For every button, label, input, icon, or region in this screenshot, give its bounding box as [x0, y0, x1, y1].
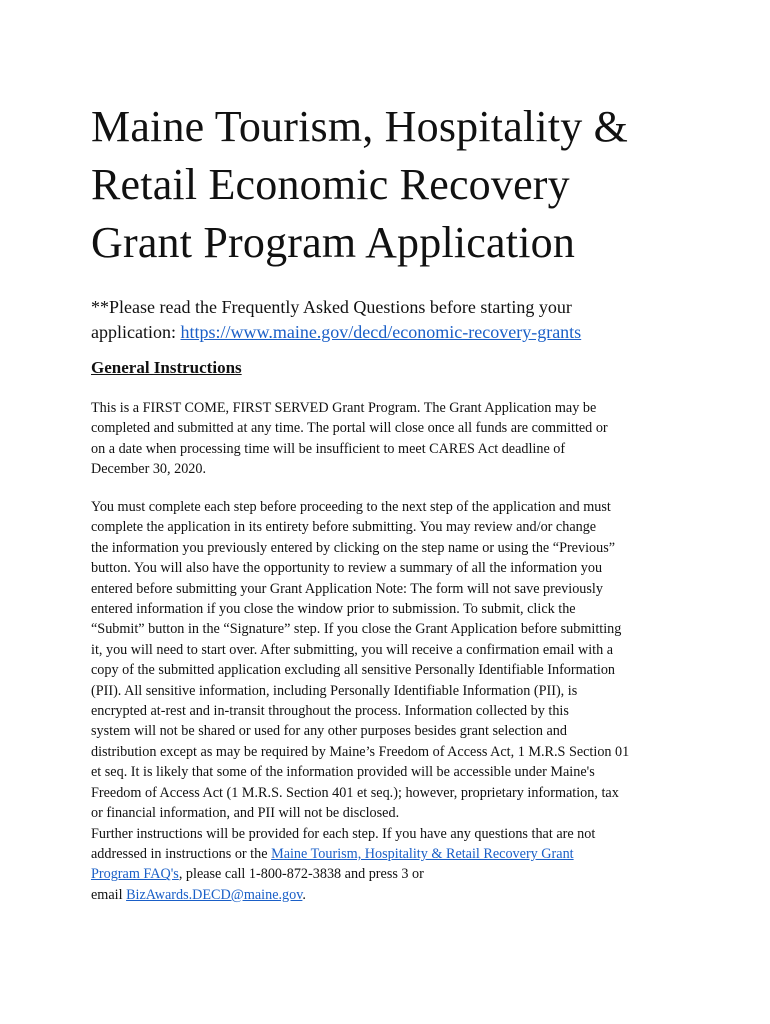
section-heading: General Instructions	[91, 358, 242, 377]
faq-note	[91, 295, 691, 345]
faq-note-line: **Please read the Frequently Asked Questions before starting your	[91, 297, 572, 317]
paragraph-line: complete the application in its entirety before submitting. You may review and/or change	[91, 519, 597, 536]
paragraph-line: December 30, 2020.	[91, 461, 207, 478]
page-title	[91, 98, 691, 272]
faq-page-link[interactable]: Maine Tourism, Hospitality & Retail Recovery Grant	[271, 845, 574, 862]
faq-page-link-continued[interactable]: Program FAQ's	[91, 866, 179, 883]
faq-note-line	[91, 320, 691, 345]
paragraph-line: button. You will also have the opportunity to review a summary of all the information you	[91, 560, 603, 577]
paragraph-line	[91, 844, 691, 864]
paragraph-line: it, you will need to start over. After submitting, you will receive a confirmation email with a	[91, 641, 614, 658]
title-line: Grant Program Application	[91, 218, 576, 267]
line-prefix: email	[91, 886, 127, 903]
line-prefix: addressed in instructions or the	[91, 845, 272, 862]
email-link[interactable]: BizAwards.DECD@maine.gov	[126, 886, 303, 903]
title-line: Retail Economic Recovery	[91, 160, 570, 209]
paragraph-line: Freedom of Access Act (1 M.R.S. Section 401 et seq.); however, proprietary information, tax	[91, 784, 619, 801]
paragraph-line: You must complete each step before proceeding to the next step of the application and must	[91, 499, 611, 515]
phone-instructions: , please call 1-800-872-3838 and press 3 or	[178, 866, 424, 883]
paragraph-line: completed and submitted at any time. The portal will close once all funds are committed or	[91, 420, 608, 437]
paragraph-first-come	[91, 398, 691, 480]
faq-note-prefix: application:	[91, 322, 181, 342]
paragraph-line: on a date when processing time will be insufficient to meet CARES Act deadline of	[91, 440, 566, 457]
paragraph-line	[91, 864, 691, 884]
line-suffix: .	[302, 886, 306, 903]
paragraph-line: This is a FIRST COME, FIRST SERVED Grant Program. The Grant Application may be	[91, 400, 597, 416]
paragraph-line: encrypted at-rest and in-transit throughout the process. Information collected by this	[91, 703, 569, 720]
paragraph-line: et seq. It is likely that some of the information provided will be accessible under Maine's	[91, 764, 595, 781]
title-line: Maine Tourism, Hospitality &	[91, 102, 629, 151]
paragraph-line: or financial information, and PII will not be disclosed.	[91, 805, 400, 822]
paragraph-line: entered information if you close the window prior to submission. To submit, click the	[91, 601, 576, 618]
paragraph-line: the information you previously entered by clicking on the step name or using the “Previous”	[91, 539, 616, 556]
paragraph-line: system will not be shared or used for any other purposes besides grant selection and	[91, 723, 567, 740]
paragraph-line: distribution except as may be required by Maine’s Freedom of Access Act, 1 M.R.S Section 01	[91, 743, 630, 760]
faq-url-link[interactable]: https://www.maine.gov/decd/economic-recovery-grants	[180, 322, 582, 342]
paragraph-line: “Submit” button in the “Signature” step. If you close the Grant Application before submitting	[91, 621, 622, 638]
paragraph-line: (PII). All sensitive information, including Personally Identifiable Information (PII), is	[91, 682, 578, 699]
paragraph-line: copy of the submitted application excluding all sensitive Personally Identifiable Information	[91, 662, 616, 679]
paragraph-line: entered before submitting your Grant Application Note: The form will not save previously	[91, 580, 603, 597]
paragraph-line	[91, 885, 691, 905]
paragraph-instructions	[91, 497, 691, 905]
paragraph-line: Further instructions will be provided for each step. If you have any questions that are not	[91, 825, 596, 842]
